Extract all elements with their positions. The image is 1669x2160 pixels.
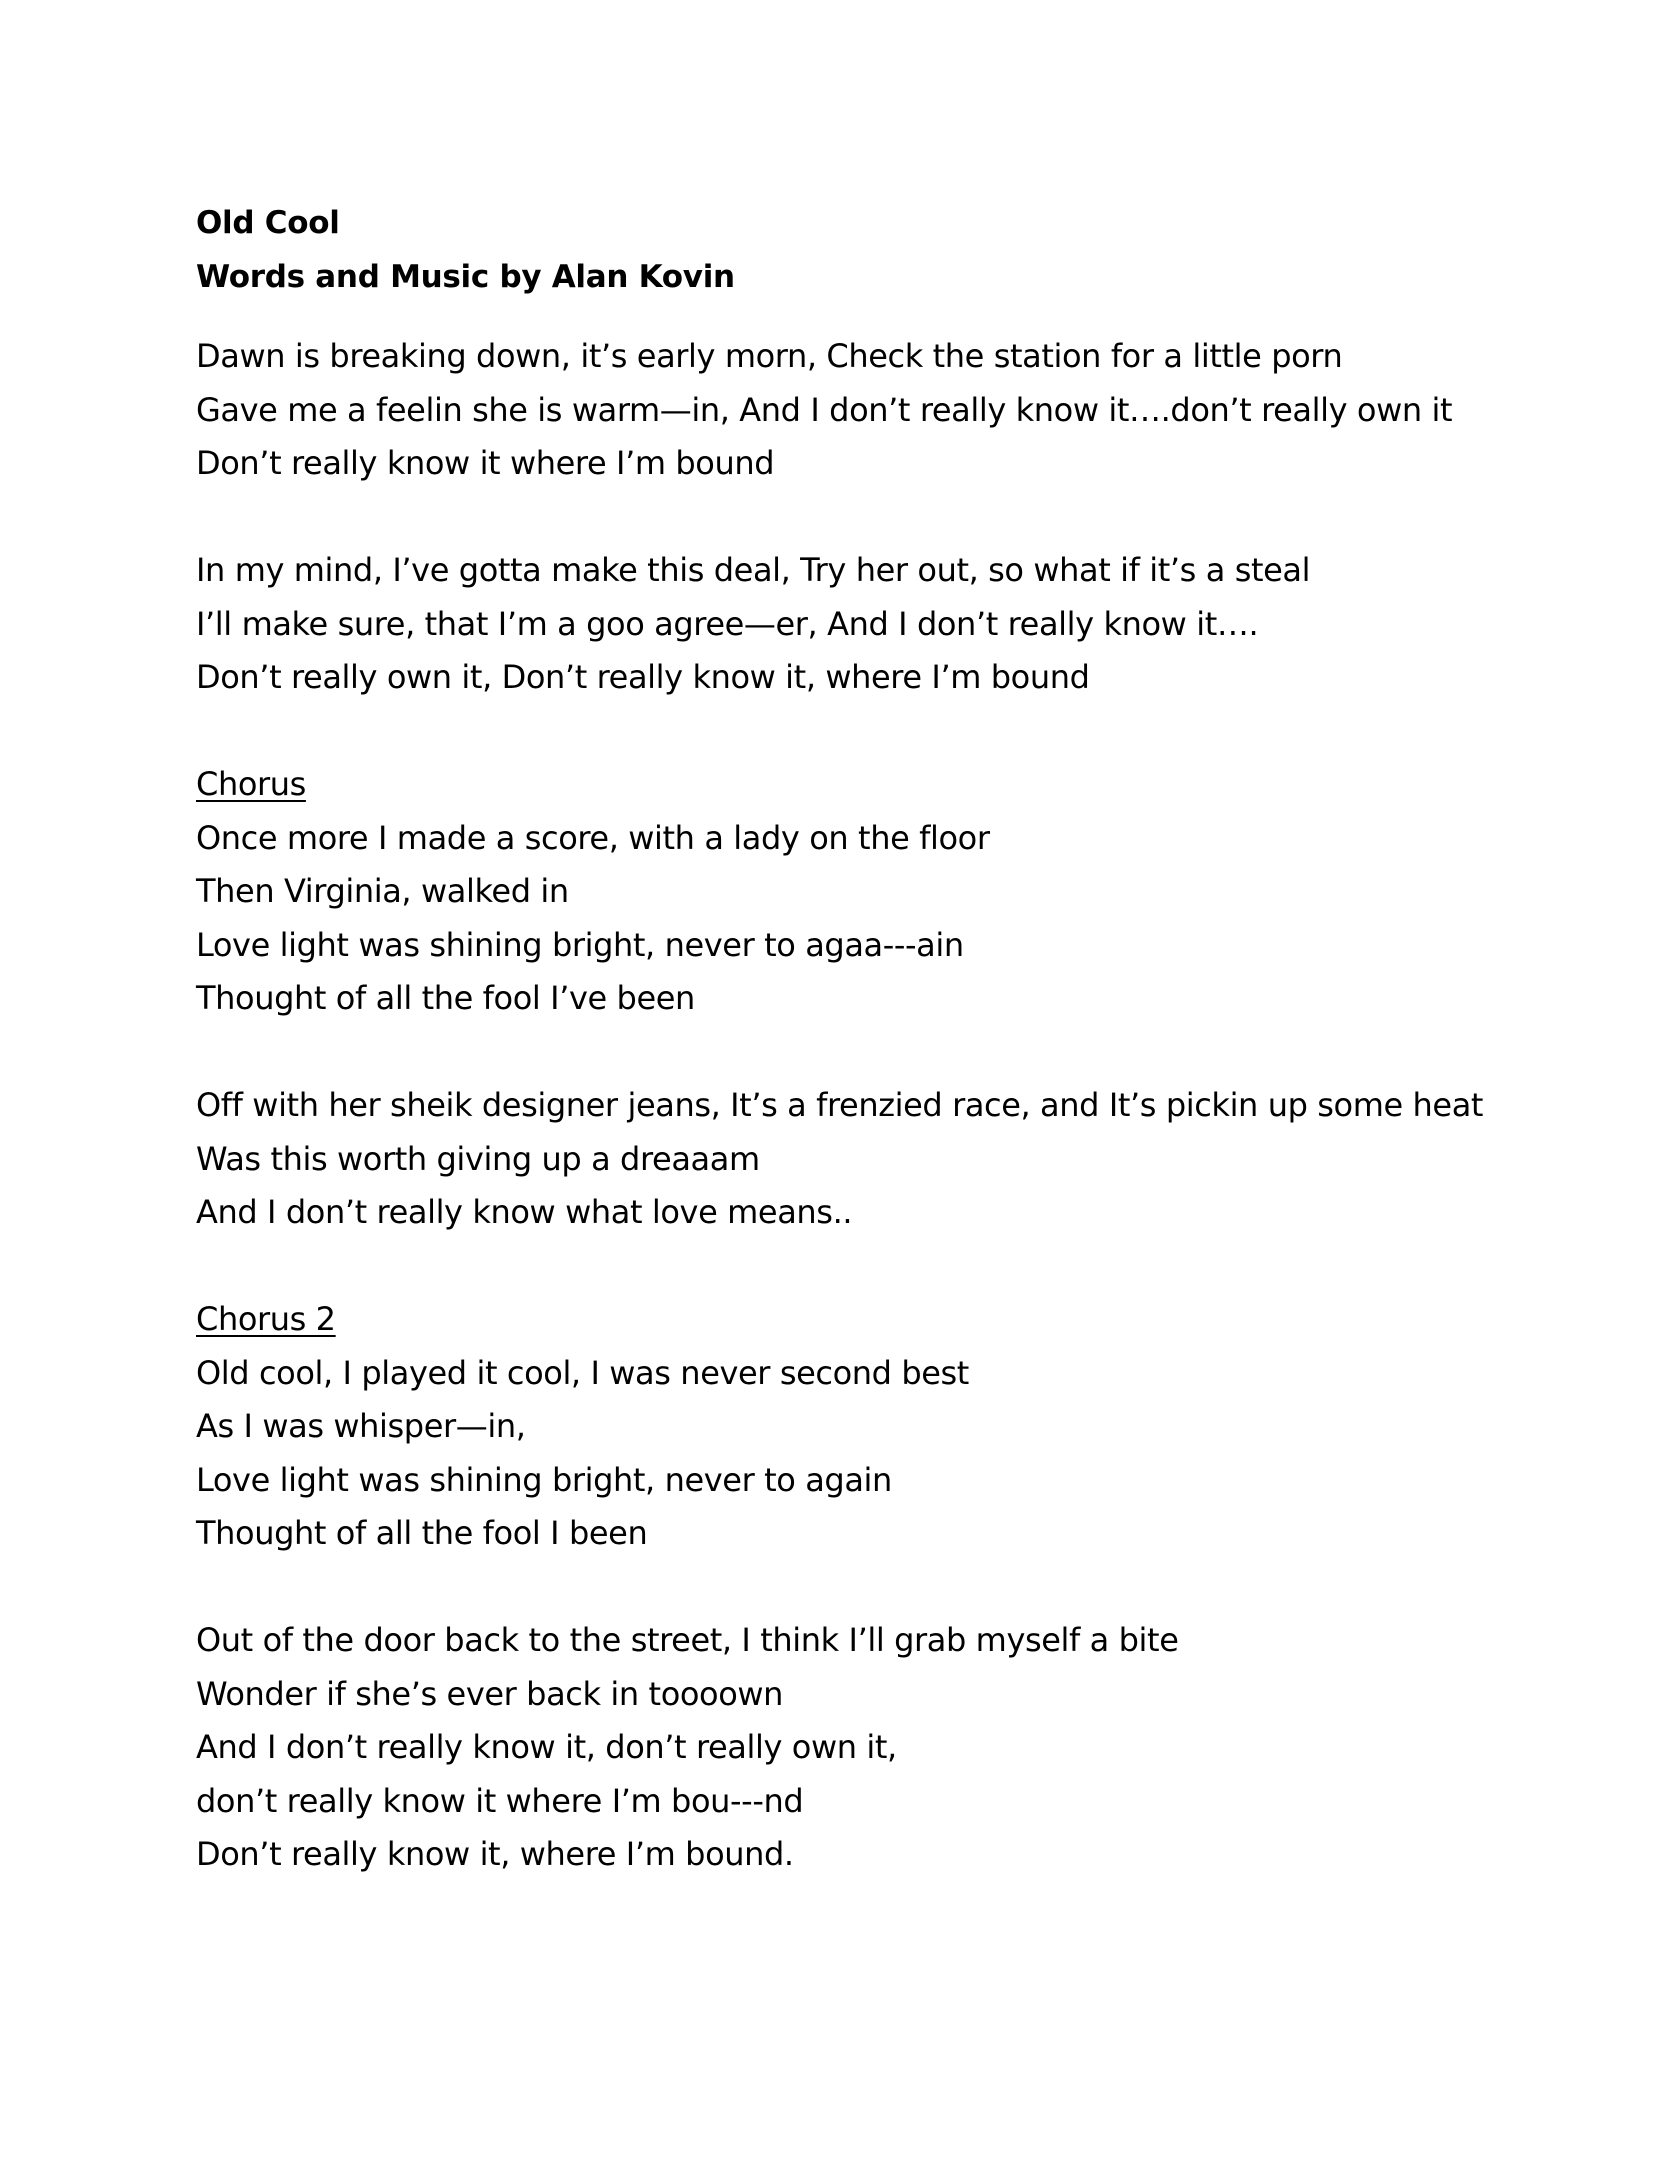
lyric-line: don’t really know it where I’m bou---nd bbox=[196, 1781, 804, 1820]
stanza bbox=[196, 758, 1496, 1026]
lyric-line: Out of the door back to the street, I think I’ll grab myself a bite bbox=[196, 1621, 1179, 1659]
stanza bbox=[196, 1293, 1496, 1561]
lyric-line: Love light was shining bright, never to again bbox=[196, 1460, 892, 1499]
stanza-gap bbox=[196, 1026, 1496, 1080]
song-header bbox=[196, 196, 1496, 304]
stanza bbox=[196, 1079, 1496, 1240]
stanza-gap bbox=[196, 491, 1496, 545]
song-title: Old Cool bbox=[196, 205, 340, 241]
lyric-line: Then Virginia, walked in bbox=[196, 872, 569, 910]
lyric-line: Old cool, I played it cool, I was never second best bbox=[196, 1353, 969, 1392]
stanza-gap bbox=[196, 1240, 1496, 1294]
lyrics-stanzas bbox=[196, 330, 1496, 1882]
stanza-heading-line bbox=[196, 758, 1496, 812]
lyric-line: I’ll make sure, that I’m a goo agree—er, And I don’t really know it…. bbox=[196, 604, 1259, 643]
lyric-line: Wonder if she’s ever back in toooown bbox=[196, 1674, 784, 1713]
lyric-line: And I don’t really know it, don’t really own it, bbox=[196, 1728, 897, 1766]
stanza-heading: Chorus bbox=[196, 765, 306, 803]
lyric-line: Dawn is breaking down, it’s early morn, Check the station for a little porn bbox=[196, 337, 1343, 375]
lyric-line: Gave me a feelin she is warm—in, And I don’t really know it….don’t really own it bbox=[196, 390, 1453, 429]
lyric-line: Thought of all the fool I’ve been bbox=[196, 979, 695, 1017]
song-credit: Words and Music by Alan Kovin bbox=[196, 259, 735, 295]
stanza-heading-line bbox=[196, 1293, 1496, 1347]
lyric-line: Once more I made a score, with a lady on the floor bbox=[196, 818, 990, 857]
lyric-line: Thought of all the fool I been bbox=[196, 1514, 648, 1552]
lyric-line: Don’t really own it, Don’t really know it, where I’m bound bbox=[196, 658, 1090, 696]
lyrics-content bbox=[196, 196, 1496, 1882]
lyric-line: Off with her sheik designer jeans, It’s a frenzied race, and It’s pickin up some heat bbox=[196, 1086, 1484, 1124]
stanza-heading: Chorus 2 bbox=[196, 1300, 336, 1338]
lyric-line: As I was whisper—in, bbox=[196, 1407, 526, 1445]
lyric-line: Don’t really know it, where I’m bound. bbox=[196, 1835, 794, 1873]
stanza-gap bbox=[196, 1561, 1496, 1615]
stanza bbox=[196, 1614, 1496, 1882]
lyric-line: Don’t really know it where I’m bound bbox=[196, 444, 775, 482]
stanza-gap bbox=[196, 705, 1496, 759]
lyric-line: Love light was shining bright, never to agaa---ain bbox=[196, 925, 964, 964]
lyric-line: And I don’t really know what love means.. bbox=[196, 1193, 853, 1231]
lyric-line: Was this worth giving up a dreaaam bbox=[196, 1139, 760, 1178]
stanza bbox=[196, 544, 1496, 705]
stanza bbox=[196, 330, 1496, 491]
lyric-line: In my mind, I’ve gotta make this deal, Try her out, so what if it’s a steal bbox=[196, 551, 1311, 589]
